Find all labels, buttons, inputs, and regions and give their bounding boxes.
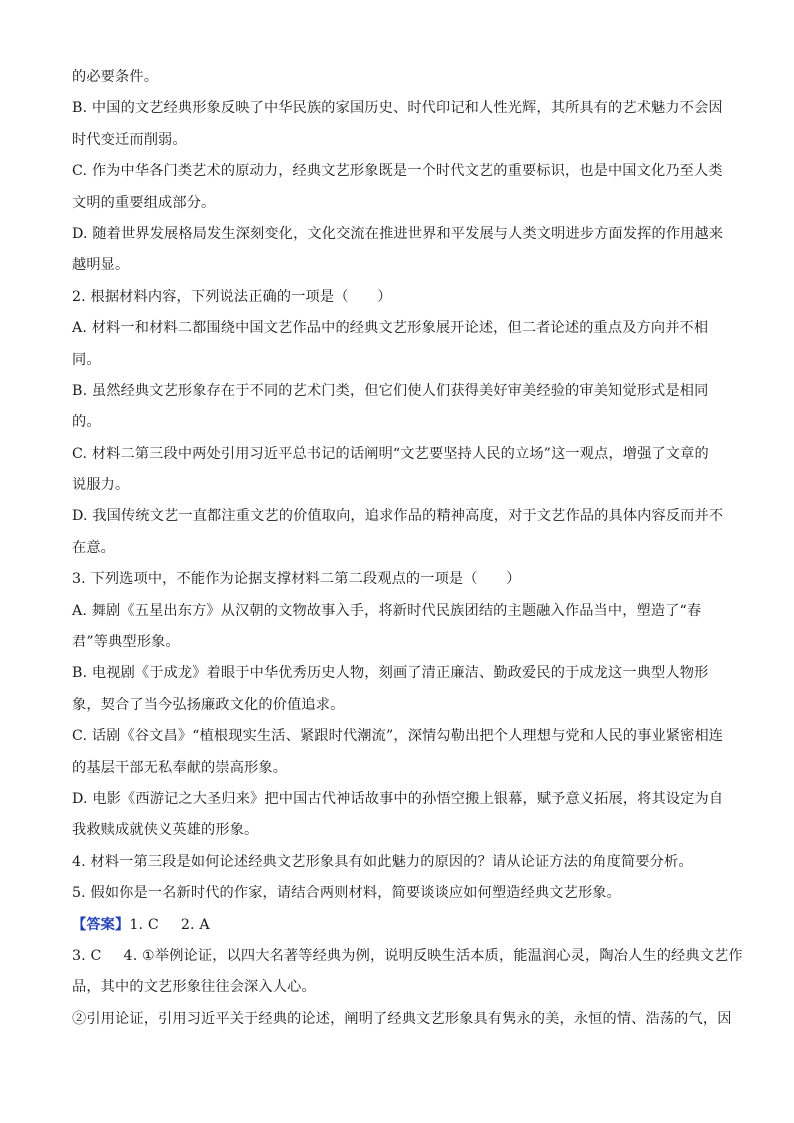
question-2: 2. 根据材料内容，下列说法正确的一项是（ ） [72,288,392,305]
text-line: 同。 [72,351,101,368]
question-3: 3. 下列选项中，不能作为论据支撑材料二第二段观点的一项是（ ） [72,571,521,588]
text-line: 君”等典型形象。 [72,634,180,651]
option-c-line: C. 作为中华各门类艺术的原动力，经典文艺形象既是一个时代文艺的重要标识，也是中国文化乃至人类 [72,163,723,180]
text-line: 在意。 [72,539,116,556]
option-d-line: D. 随着世界发展格局发生深刻变化，文化交流在推进世界和平发展与人类文明进步方面发挥的作用越来 [72,225,724,242]
answer-4-text: 4. ①举例论证，以四大名著等经典为例，说明反映生活本质，能温润心灵，陶冶人生的经典文艺作 [123,947,743,964]
option-a-line: A. 材料一和材料二都围绕中国文艺作品中的经典文艺形象展开论述，但二者论述的重点及方向并不相 [72,320,709,337]
option-c-line: C. 材料二第三段中两处引用习近平总书记的话阐明“文艺要坚持人民的立场”这一观点，增强了文章的 [72,445,709,462]
text-line: 文明的重要组成部分。 [72,194,216,211]
option-a-line: A. 舞剧《五星出东方》从汉朝的文物故事入手，将新时代民族团结的主题融入作品当中，塑造了“春 [72,602,702,619]
answer-line [72,941,743,972]
text-line: 的基层干部无私奉献的崇高形象。 [72,759,288,776]
option-b-line: B. 虽然经典文艺形象存在于不同的艺术门类，但它们使人们获得美好审美经验的审美知觉形式是相同 [72,382,709,399]
text-line: 象，契合了当今弘扬廉政文化的价值追求。 [72,696,345,713]
text-line: 说服力。 [72,477,130,494]
answer-2: 2. A [180,916,210,933]
answer-1: 1. C [129,916,159,933]
option-b-line: B. 电视剧《于成龙》着眼于中华优秀历史人物，刻画了清正廉洁、勤政爱民的于成龙这一典型人物形 [72,665,709,682]
text-line: 的必要条件。 [72,69,159,85]
option-c-line: C. 话剧《谷文昌》“植根现实生活、紧跟时代潮流”，深情勾勒出把个人理想与党和人民的事业紧密相连 [72,728,724,745]
option-d-line: D. 我国传统文艺一直都注重文艺的价值取向，追求作品的精神高度，对于文艺作品的具体内容反而并不 [72,508,724,525]
document-page [72,62,743,1035]
text-line: 的。 [72,414,101,431]
answer-tag: 【答案】 [72,916,130,933]
answer-text-line: ②引用论证，引用习近平关于经典的论述，阐明了经典文艺形象具有隽永的美，永恒的情、浩荡的气，因 [72,1010,732,1027]
answer-line [72,910,722,941]
answer-text-line: 品，其中的文艺形象往往会深入人心。 [72,979,316,996]
text-line: 我救赎成就侠义英雄的形象。 [72,822,259,839]
answer-3: 3. C [72,947,102,964]
text-line: 时代变迁而削弱。 [72,131,187,148]
text-line: 越明显。 [72,257,130,274]
question-4: 4. 材料一第三段是如何论述经典文艺形象具有如此魅力的原因的？请从论证方法的角度简要分析。 [72,853,693,870]
option-b-line: B. 中国的文艺经典形象反映了中华民族的家国历史、时代印记和人性光辉，其所具有的艺术魅力不会因 [72,100,723,117]
question-5: 5. 假如你是一名新时代的作家，请结合两则材料，简要谈谈应如何塑造经典文艺形象。 [72,885,621,902]
option-d-line: D. 电影《西游记之大圣归来》把中国古代神话故事中的孙悟空搬上银幕，赋予意义拓展，将其设定为自 [72,790,724,807]
